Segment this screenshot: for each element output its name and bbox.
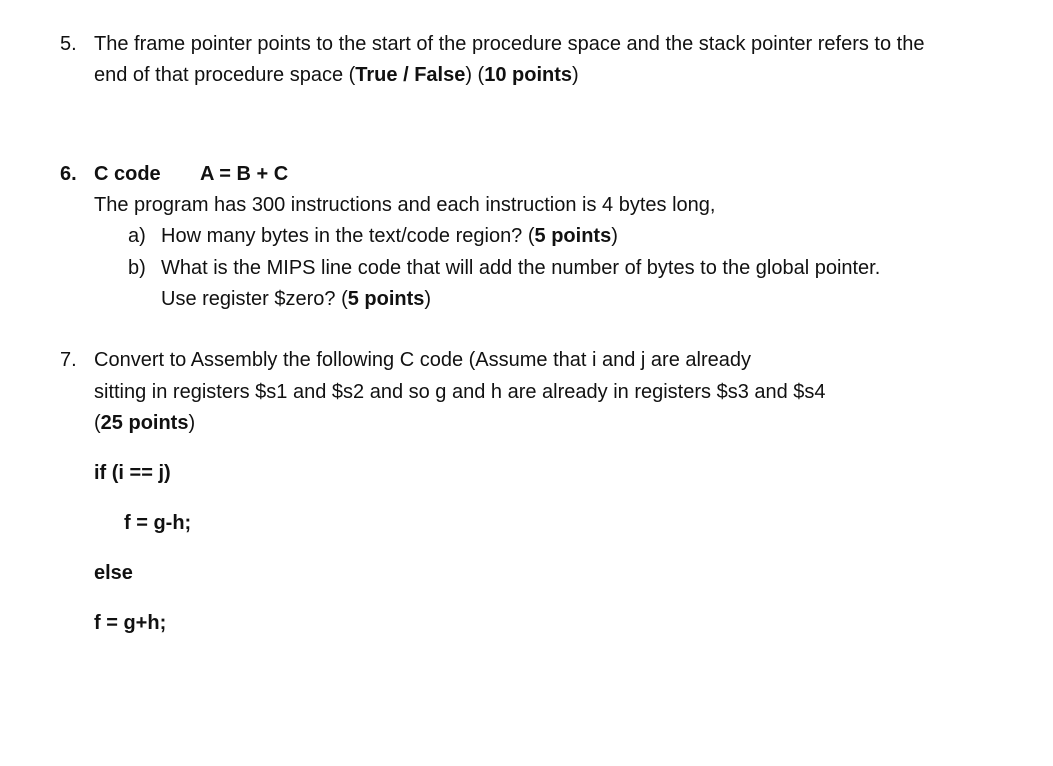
q6a-points: 5 points [534, 225, 612, 247]
question-6-number: 6. [60, 163, 77, 185]
question-7-number: 7. [60, 349, 77, 371]
question-7-line-1: Convert to Assembly the following C code (Assume that i and j are already [94, 349, 751, 371]
q7-open: ( [94, 412, 101, 434]
code-then-line: f = g-h; [124, 512, 192, 534]
question-7-line-3 [94, 411, 195, 435]
q6a-text: How many bytes in the text/code region? ( [161, 225, 535, 247]
question-6b-line-1: What is the MIPS line code that will add the number of bytes to the global pointer. [161, 257, 881, 279]
q6b-close: ) [424, 288, 432, 310]
question-7-line-2: sitting in registers $s1 and $s2 and so g and h are already in registers $s3 and $s4 [94, 381, 826, 403]
q5-line2-pre: end of that procedure space ( [94, 64, 356, 86]
question-6b-line-2 [161, 287, 431, 311]
code-else-line: else [94, 562, 133, 584]
code-if-line: if (i == j) [94, 462, 171, 484]
q5-points: 10 points [484, 64, 573, 86]
question-6-intro: The program has 300 instructions and each instruction is 4 bytes long, [94, 194, 716, 216]
q7-close: ) [188, 412, 196, 434]
q5-line2-mid: ) ( [465, 64, 485, 86]
q6a-close: ) [611, 225, 618, 247]
question-6a-text [161, 224, 618, 248]
question-6a-label: a) [128, 225, 146, 247]
q6b-line2-pre: Use register $zero? ( [161, 288, 348, 310]
question-6-expression: A = B + C [200, 163, 289, 185]
q7-points: 25 points [100, 412, 189, 434]
q6b-points: 5 points [347, 288, 425, 310]
q5-line2-post: ) [572, 64, 579, 86]
question-6-title: C code [94, 163, 161, 185]
q5-true-false: True / False [355, 64, 466, 86]
code-else-body: f = g+h; [94, 612, 167, 634]
question-6b-label: b) [128, 257, 146, 279]
question-5-number: 5. [60, 33, 77, 55]
question-5-line-2 [94, 63, 579, 87]
question-5-line-1: The frame pointer points to the start of the procedure space and the stack pointer refers to the [94, 33, 925, 55]
